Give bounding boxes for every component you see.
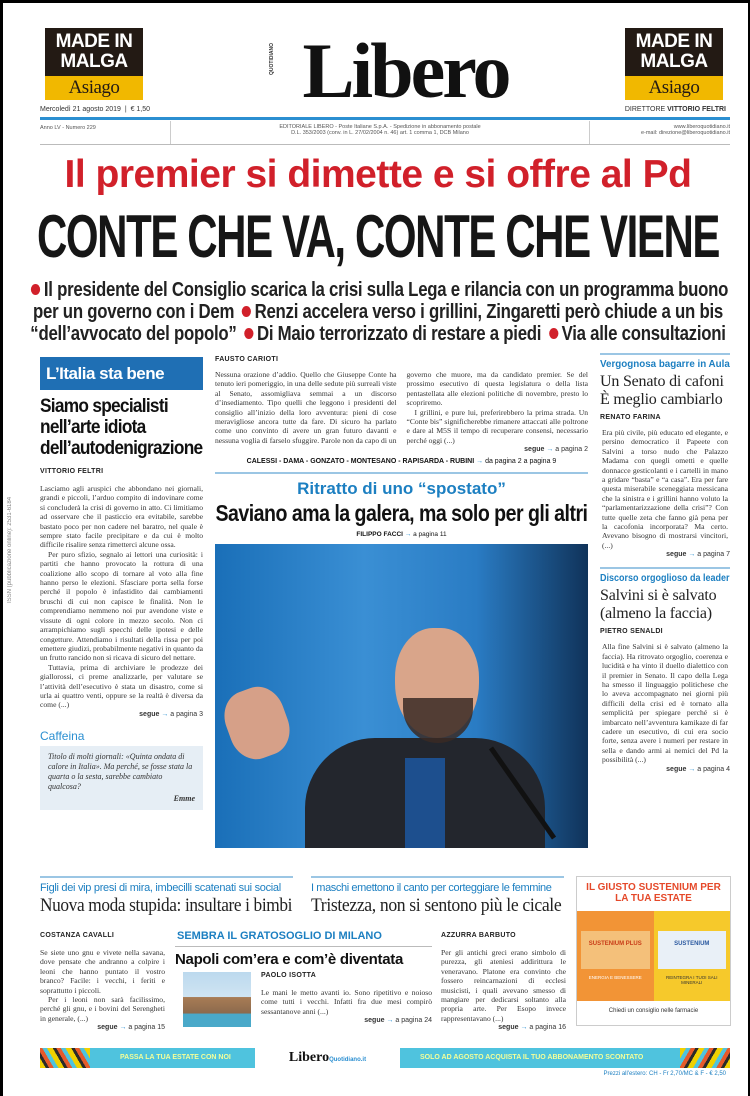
arrow-icon: → [386,1017,394,1025]
byline: VITTORIO FELTRI [40,468,104,475]
arrow-icon: → [520,1024,528,1032]
product-box: SUSTENIUM [658,931,727,969]
bullet-text: Via alle consultazioni [561,323,726,345]
lead-bullets [25,279,731,345]
continue-label: segue [139,710,160,718]
product-caption: ENERGIA E BENESSERE [588,975,642,980]
masthead-title: Libero [302,27,509,114]
kicker: Ritratto di uno “spostato” [297,479,506,499]
left-column [40,357,203,863]
paragraph: Alla fine Salvini si è salvato (almeno la faccia). Ha ritrovato orgoglio, coerenza e lucidità e ha vinto il duello dialettico con il premier in Senato. Il capo della Lega ha smesso il linguaggio politichese che lo aveva accompagnato nei giorni più difficili della crisi ed è tornato alla semplicità per spiegare perché si è imbarcato nell’avventura kamikaze di far cadere un esecutivo, di cui era socio forte, senza avere i numeri per restare in sella e dando armi ai nemici del Pd la possibilità (...) [602,642,728,765]
foreign-price: Prezzi all'estero: CH - Fr 2,70/MC & F - € 2,50 [603,1071,726,1077]
issn-strip: ISSN (pubblicazione online): 2531-6184 [7,496,13,603]
banner-logo-text: Libero [288,1050,330,1065]
section-box: L’Italia sta bene [40,357,203,390]
continue-page: a pagina 7 [697,551,730,559]
caffeina-title: Caffeina [40,728,85,743]
editorial-headline: Siamo specialisti nell’arte idiota dell’autodenigrazione [40,396,203,459]
byline: PIETRO SENALDI [600,628,663,636]
continue-label: segue [97,1024,118,1032]
cicale-article[interactable] [311,882,564,917]
ad-line: MADE IN [635,31,713,52]
subscription-banner[interactable] [40,1048,730,1068]
date-line: Mercoledì 21 agosto 2019 | € 1,50 [40,106,151,113]
banner-decoration [680,1048,730,1068]
right-ad-made-in-malga[interactable] [625,28,723,100]
arrow-icon: → [404,531,412,539]
authors-pages: da pagina 2 a pagina 9 [485,458,557,466]
ad-brand: Asiago [45,76,143,100]
editorial-article[interactable] [40,357,203,719]
paragraph: I grillini, e pure lui, preferirebbero la prima strada. Un “Conte bis” significherebbe rimanere attaccati alle poltrone e dare al M5S il tempo di recuperare consensi, necessario perché oggi (...) [406,407,588,445]
conte-article[interactable] [215,355,588,466]
publisher-line: D.L. 353/2003 (conv. in L. 27/02/2004 n. 46) art. 1 comma 1, DCB Milano [291,130,469,136]
continue-label: segue [524,446,545,454]
director-line [625,106,726,113]
continue-label: segue [498,1024,519,1032]
bullet-text: Di Maio terrorizzato di restare a piedi [256,323,542,345]
banner-left-text: PASSA LA TUA ESTATE CON NOI [120,1054,231,1061]
arrow-icon: → [546,446,554,454]
ad-brand: Asiago [625,76,723,100]
continue-label: segue [666,765,687,773]
photo-shirt [405,758,445,848]
divider [215,472,588,474]
napoli-article[interactable] [175,930,432,1025]
bullet-dot-icon [31,284,40,295]
kicker: Discorso orgoglioso da leader [600,573,730,585]
masthead-logo [268,27,543,114]
ad-title: IL GIUSTO SUSTENIUM PER LA TUA ESTATE [586,882,721,904]
byline: AZZURRA BARBUTO [441,932,516,939]
banner-right-text: SOLO AD AGOSTO ACQUISTA IL TUO ABBONAMENTO SCONTATO [420,1054,644,1061]
bimbi-article[interactable] [40,882,293,917]
arrow-icon: → [688,551,696,559]
banner-decoration [40,1048,90,1068]
continue-page: a pagina 15 [128,1024,165,1032]
main-headline: CONTE CHE VA, CONTE CHE VIENE [36,203,720,270]
divider [40,876,293,878]
byline: RENATO FARINA [600,414,661,421]
masthead-small: QUOTIDIANO [269,43,275,75]
header-rule [40,117,730,120]
price: € 1,50 [130,106,151,113]
ad-line: MALGA [640,51,708,72]
website-link[interactable]: www.liberoquotidiano.it [673,124,730,130]
left-ad-made-in-malga[interactable] [45,28,143,100]
paragraph: Le mani le metto avanti io. Sono ripetitivo e noioso come tutti i vecchi. Infatti fra due mesi compirò sessantanove anni (...) [261,988,432,1016]
arrow-icon: → [688,765,696,773]
continue-label: segue [364,1017,385,1025]
authors-line [215,457,588,466]
arrow-icon: → [161,710,169,718]
continue-page: a pagina 11 [413,531,447,539]
continue-link[interactable] [40,710,203,719]
ad-line: MADE IN [55,31,133,52]
red-headline: Il premier si dimette e si offre al Pd [64,153,692,196]
byline: PAOLO ISOTTA [261,972,317,979]
bimbi-body [40,931,165,1032]
continue-link[interactable] [215,445,588,454]
product-caption: REINTEGRA I TUOI SALI MINERALI [666,975,718,985]
kicker: Figli dei vip presi di mira, imbecilli scatenati sui social [40,882,281,894]
kicker: I maschi emettono il canto per corteggiare le femmine [311,882,552,894]
section-label: SEMBRA IL GRATOSOGLIO DI MILANO [175,930,432,947]
divider [311,876,564,878]
caffeina-text: Titolo di molti giornali: «Quinta ondata di calore in Italia». Ma perché, se fosse stata la quarta o la sesta, sarebbe cambiato qualcosa? [48,751,193,791]
arrow-icon: → [476,458,484,466]
publisher-line: EDITORIALE LIBERO - Poste Italiane S.p.A. - Spedizione in abbonamento postale [279,124,481,130]
salvini-headline: Salvini si è salvato (almeno la faccia) [600,587,717,623]
salvini-article[interactable] [600,573,730,773]
cicale-body [441,931,566,1032]
bullet-dot-icon [244,328,253,339]
arrow-icon: → [119,1024,127,1032]
saviano-photo [215,544,588,848]
divider [600,567,730,569]
byline: FILIPPO FACCI [356,531,403,539]
paragraph: Tuttavia, prima di archiviare le prodezze dei giallorossi, ci preme analizzarle, per valutare se l’attività dell’esecutivo è stata un disastro, come si urla ai quattro venti, oppure se la realtà è diversa da come (...) [40,662,203,710]
paragraph: Per gli antichi greci erano simbolo di purezza, gli ateniesi addirittura le veneravano. Platone era convinto che fossero reincarnazioni di ecclesi musicisti, i quali avevano smesso di mangiare per dedicarsi soltanto alla propria arte. Per Esopo invece rappresentavano (...) [441,948,566,1023]
continue-page: a pagina 4 [697,765,730,773]
cicale-headline: Tristezza, non si sentono più le cicale [311,895,562,916]
bullet-text: Renzi accelera verso i grillini, Zingaretti però chiude a un bis “dell’avvocato del popolo” [30,301,723,345]
caffeina-signature: Emme [173,793,195,803]
napoli-headline: Napoli com’era e com’è diventata [175,951,403,968]
saviano-headline: Saviano ama la galera, ma solo per gli altri [215,500,588,527]
sustenium-ad[interactable] [576,876,731,1026]
paragraph: Nessuna orazione d’addio. Quello che Giuseppe Conte ha tenuto ieri pomeriggio, in una delle sedute più surreali viste al Senato, assomigliava semmai a un discorso d’insediamento. Tipo quelli che leggono i presidenti del consiglio all’inizio della loro avventura: pieni di cose meravigliose ancora tutte da fare. Di sicuro ha parlato come uno convinto di avere un gran futuro davanti e nessuna voglia di farselo sfuggire. Parole non da capo di un governo che muore, ma da candidato premier. Se del prossimo esecutivo di questa legislatura o della lista pentastellata alle elezioni politiche di novembre, presto lo scopriremo. [215,370,588,445]
senato-article[interactable] [600,359,730,559]
ad-footer: Chiedi un consiglio nelle farmacie [608,1008,699,1014]
kicker: Vergognosa bagarre in Aula [600,359,730,370]
paragraph: Lasciamo agli aruspici che abbondano nei giornali, grandi e piccoli, l’arduo compito di indovinare come si concluderà la crisi di governo in atto. Ci limitiamo ad osservare che il pasticcio era evitabile, sarebbe bastato poco per non cadere nel baratro, nel quale è sempre stato facile precipitare e da cui è molto difficile risalire senza rimetterci alcune ossa. [40,484,203,550]
photo-hand [217,680,297,766]
director-label: DIRETTORE [624,106,666,113]
bimbi-headline: Nuova moda stupida: insultare i bimbi [40,895,293,916]
banner-logo-suffix: Quotidiano.it [329,1057,367,1063]
right-column [600,353,730,774]
ad-product-2 [654,911,731,1001]
ad-product-1 [577,911,654,1001]
caffeina-box [40,729,203,810]
continue-label: segue [666,551,687,559]
continue-page: a pagina 2 [555,446,588,454]
continue-page: a pagina 16 [529,1024,566,1032]
divider [600,353,730,355]
director-name: VITTORIO FELTRI [667,106,726,113]
byline: COSTANZA CAVALLI [40,932,115,939]
paragraph: Per puro sfizio, segnalo ai lettori una curiosità: i partiti che hanno provocato la rottura di una coalizione allo scopo di tornare al voto alla fine hanno perso le elezioni. Sfasciare porta sella forse perché il popolo è infastidito dai cambiamenti bruschi di cui non capisce le finalità. Non le comprendiamo nemmeno noi pur avendone viste e vissute di ogni colore in mezzo secolo. Non ci arrampichiamo sugli specchi delle ipotesi e delle congetture. Attendiamo i risultati della rissa per poi emettere giudizi, probabilmente negativi in quanto da un frutto rancido non si ricava di sicuro del nettare. [40,549,203,663]
issue-number: Anno LV - Numero 229 [40,125,96,131]
photo-beard [403,698,473,743]
continue-page: a pagina 24 [395,1017,432,1025]
continue-link[interactable] [600,765,730,774]
continue-link[interactable] [600,550,730,559]
byline: FAUSTO CARIOTI [215,356,279,363]
castel-dell-ovo-photo [183,972,251,1027]
continue-link[interactable] [40,1023,165,1032]
paragraph: Per i leoni non sarà facilissimo, perché gli gnu, e i bovini del Serengheti in generale, (...) [40,995,165,1023]
saviano-article[interactable] [215,479,588,544]
date: Mercoledì 21 agosto 2019 [40,106,121,113]
paragraph: Era più civile, più educato ed elegante, e persino democratico il Papeete con Salvini a torso nudo che Palazzo Madama con quegli ometti e quelle donnacce gesticolanti e i cartelli in mano a gridare “basta” e “a casa”. Era per fare questa miserabile sceneggiata messicana che la sinistra e i grillini hanno voluto la “parlamentarizzazione della crisi”? Con tutte quelle zeta che fanno già pena per la cacofonia incorporata? Ma certo. Avevano bisogno di mostrarsi vincitori, (...) [602,428,728,550]
bullet-dot-icon [242,306,251,317]
paragraph: Se siete uno gnu e vivete nella savana, dove pensate che andranno a colpire i leoni che hanno puntato il vostro branco? Facile: i vecchi, i feriti e soprattutto i piccoli. [40,948,165,995]
email-link[interactable]: e-mail: direzione@liberoquotidiano.it [640,130,730,136]
authors-names: CALESSI - DAMA - GONZATO - MONTESANO - RAPISARDA - RUBINI [246,458,475,466]
product-box: SUSTENIUM PLUS [581,931,650,969]
continue-link[interactable] [441,1023,566,1032]
continue-page: a pagina 3 [170,710,203,718]
middle-column [215,355,588,848]
banner-logo [255,1048,400,1068]
bullet-dot-icon [549,328,558,339]
bullet-text: Il presidente del Consiglio scarica la crisi sulla Lega e rilancia con un programma buono per un governo con i Dem [33,279,729,323]
ad-line: MALGA [60,51,128,72]
info-row [40,121,730,145]
senato-headline: Un Senato di cafoni È meglio cambiarlo [600,373,724,408]
